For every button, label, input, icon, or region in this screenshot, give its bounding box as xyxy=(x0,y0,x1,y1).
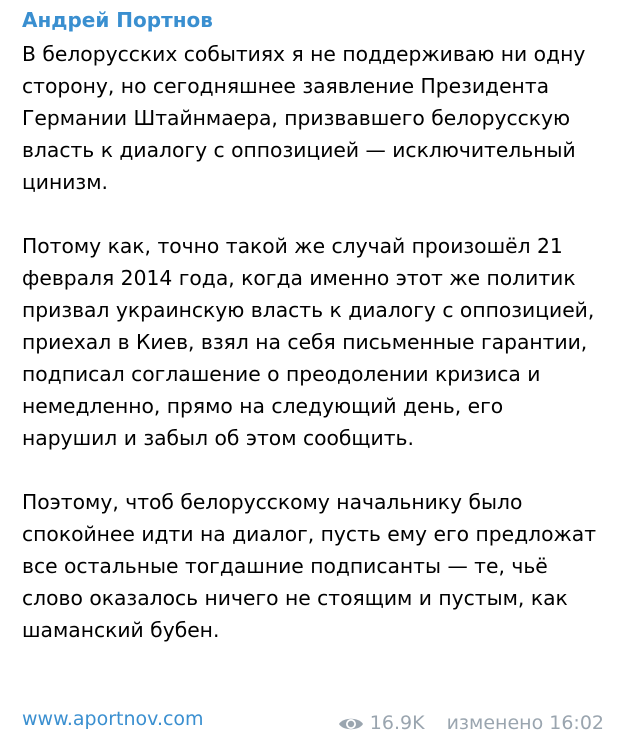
website-link[interactable]: www.aportnov.com xyxy=(22,708,204,730)
post-paragraph-1: В белорусских событиях я не поддерживаю ни одну сторону, но сегодняшнее заявление Президента Германии Штайнмаера, призвавшего белорусскую власть к диалогу с оппозицией — исключительный цинизм. xyxy=(22,42,586,194)
post-body xyxy=(22,38,598,646)
post-paragraph-3: Поэтому, чтоб белорусскому начальнику было спокойнее идти на диалог, пусть ему его предложат все остальные тогдашние подписанты — те, чьё слово оказалось ничего не стоящим и пустым, как шаманский бубен. xyxy=(22,490,597,642)
eye-icon xyxy=(338,714,364,732)
post-author[interactable]: Андрей Портнов xyxy=(22,8,213,32)
view-count: 16.9K xyxy=(369,712,425,734)
post-paragraph-2: Потому как, точно такой же случай произошёл 21 февраля 2014 года, когда именно этот же политик призвал украинскую власть к диалогу с оппозицией, приехал в Киев, взял на себя письменные гарантии, подписал соглашение о преодолении кризиса и немедленно, прямо на следующий день, его нарушил и забыл об этом сообщить. xyxy=(22,234,595,450)
post-meta xyxy=(338,710,604,736)
edited-time: изменено 16:02 xyxy=(446,712,604,734)
